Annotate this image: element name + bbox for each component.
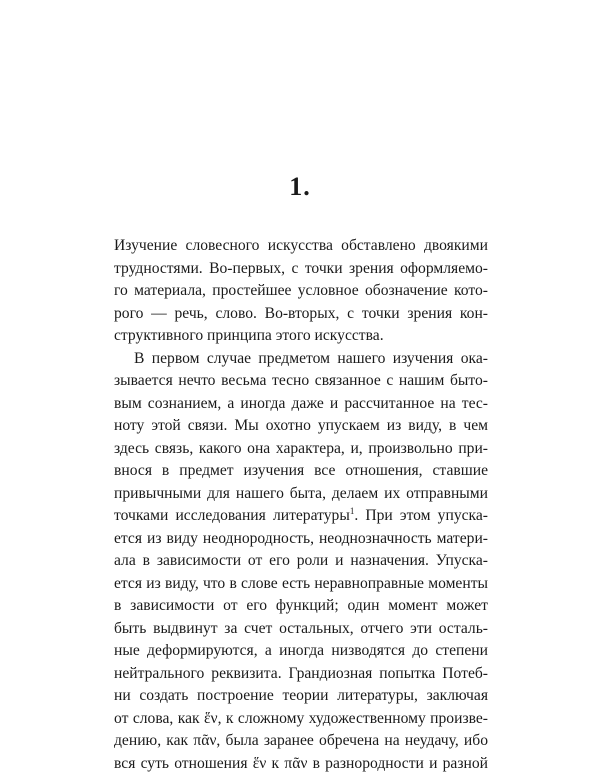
text-line: ные деформируются, а иногда низводятся до степени — [114, 640, 488, 663]
text-line: быть выдвинут за счет остальных, отчего эти осталь- — [114, 618, 488, 641]
text-segment: точками исследования литературы — [114, 507, 350, 524]
text-line: от слова, как ἕν, к сложному художественному произве- — [114, 708, 488, 731]
text-line: трудностями. Во-первых, с точки зрения оформляемо- — [114, 258, 488, 281]
text-line: ала в зависимости от его роли и назначения. Упуска- — [114, 550, 488, 573]
text-line: ни создать построение теории литературы, заключая — [114, 685, 488, 708]
text-line: зывается нечто весьма тесно связанное с нашим быто- — [114, 370, 488, 393]
text-line: рого — речь, слово. Во-вторых, с точки зрения кон- — [114, 303, 488, 326]
text-line: привычными для нашего быта, делаем их отправными — [114, 483, 488, 506]
text-line-with-footnote — [114, 505, 488, 528]
text-line: в зависимости от его функций; один момент может — [114, 595, 488, 618]
text-line: ется из виду, что в слове есть неравноправные моменты — [114, 573, 488, 596]
paragraph-1 — [114, 235, 488, 348]
chapter-number: 1. — [0, 172, 600, 202]
paragraph-2 — [114, 348, 488, 775]
text-line: вым сознанием, а иногда даже и рассчитанное на тес- — [114, 393, 488, 416]
text-line: Изучение словесного искусства обставлено двоякими — [114, 235, 488, 258]
text-line: ется из виду неоднородность, неоднозначность матери- — [114, 528, 488, 551]
text-line: ноту этой связи. Мы охотно упускаем из виду, в чем — [114, 415, 488, 438]
text-line: нейтрального реквизита. Грандиозная попытка Потеб- — [114, 663, 488, 686]
text-line: структивного принципа этого искусства. — [114, 325, 488, 348]
footnote-marker[interactable]: 1 — [350, 506, 355, 516]
text-line: здесь связь, какого она характера, и, произвольно при- — [114, 438, 488, 461]
text-line: внося в предмет изучения все отношения, ставшие — [114, 460, 488, 483]
text-line: дению, как πᾶν, была заранее обречена на неудачу, ибо — [114, 730, 488, 753]
text-line: вся суть отношения ἕν к πᾶν в разнородности и разной — [114, 753, 488, 775]
text-segment: . При этом упуска- — [354, 507, 488, 524]
text-line: го материала, простейшее условное обозначение кото- — [114, 280, 488, 303]
text-line: В первом случае предметом нашего изучения ока- — [114, 348, 488, 371]
body-text — [114, 235, 488, 775]
